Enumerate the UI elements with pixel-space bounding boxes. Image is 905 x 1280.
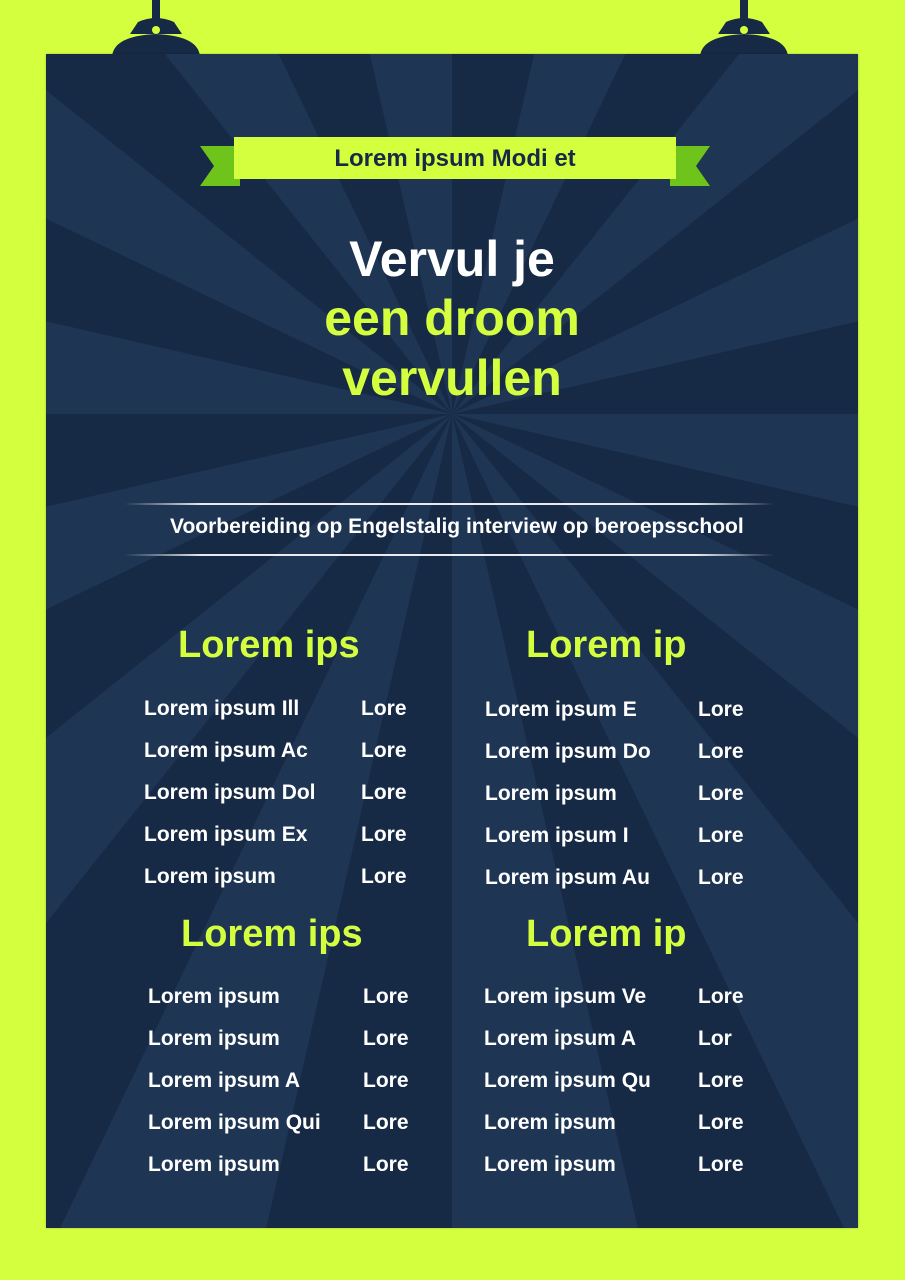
section-heading: Lorem ips xyxy=(181,913,363,955)
divider-top xyxy=(124,503,774,505)
item-value: Lore xyxy=(363,985,409,1008)
item-value: Lore xyxy=(361,781,407,804)
title-line-1: Vervul je xyxy=(349,231,555,287)
item-name: Lorem ipsum xyxy=(484,1111,616,1134)
item-name: Lorem ipsum Dol xyxy=(144,781,316,804)
item-value: Lore xyxy=(698,1111,744,1134)
ribbon-text: Lorem ipsum Modi et xyxy=(334,145,576,172)
item-name: Lorem ipsum xyxy=(484,1153,616,1176)
item-name: Lorem ipsum Ill xyxy=(144,697,300,720)
item-value: Lore xyxy=(361,865,407,888)
divider-bottom xyxy=(124,554,774,556)
item-value: Lore xyxy=(698,824,744,847)
item-value: Lore xyxy=(363,1069,409,1092)
item-name: Lorem ipsum Ac xyxy=(144,739,308,762)
item-value: Lore xyxy=(363,1153,409,1176)
item-value: Lor xyxy=(698,1027,732,1050)
item-value: Lore xyxy=(698,698,744,721)
title-line-2: een droom xyxy=(324,290,580,346)
section-heading: Lorem ip xyxy=(526,913,687,955)
item-value: Lore xyxy=(361,739,407,762)
item-value: Lore xyxy=(698,1069,744,1092)
item-value: Lore xyxy=(698,866,744,889)
item-name: Lorem ipsum A xyxy=(484,1027,637,1050)
item-value: Lore xyxy=(698,985,744,1008)
item-name: Lorem ipsum Ve xyxy=(484,985,647,1008)
subtitle: Voorbereiding op Engelstalig interview op beroepsschool xyxy=(170,515,744,538)
section-heading: Lorem ip xyxy=(526,624,687,666)
lamp-right-icon xyxy=(696,0,792,62)
item-name: Lorem ipsum xyxy=(148,985,280,1008)
item-name: Lorem ipsum xyxy=(485,782,617,805)
title-line-3: vervullen xyxy=(342,350,562,406)
item-name: Lorem ipsum I xyxy=(485,824,629,847)
item-value: Lore xyxy=(361,697,407,720)
item-value: Lore xyxy=(698,1153,744,1176)
section-heading: Lorem ips xyxy=(178,624,360,666)
lamp-left-icon xyxy=(108,0,204,62)
item-name: Lorem ipsum xyxy=(144,865,276,888)
item-name: Lorem ipsum E xyxy=(485,698,637,721)
item-name: Lorem ipsum Qui xyxy=(148,1111,321,1134)
item-name: Lorem ipsum xyxy=(148,1153,280,1176)
item-name: Lorem ipsum xyxy=(148,1027,280,1050)
item-name: Lorem ipsum Do xyxy=(485,740,651,763)
item-value: Lore xyxy=(361,823,407,846)
item-name: Lorem ipsum A xyxy=(148,1069,301,1092)
poster-content xyxy=(46,54,858,1228)
item-value: Lore xyxy=(363,1027,409,1050)
item-value: Lore xyxy=(698,740,744,763)
item-value: Lore xyxy=(698,782,744,805)
item-name: Lorem ipsum Ex xyxy=(144,823,308,846)
item-value: Lore xyxy=(363,1111,409,1134)
item-name: Lorem ipsum Qu xyxy=(484,1069,651,1092)
poster-board xyxy=(46,54,858,1228)
item-name: Lorem ipsum Au xyxy=(485,866,650,889)
